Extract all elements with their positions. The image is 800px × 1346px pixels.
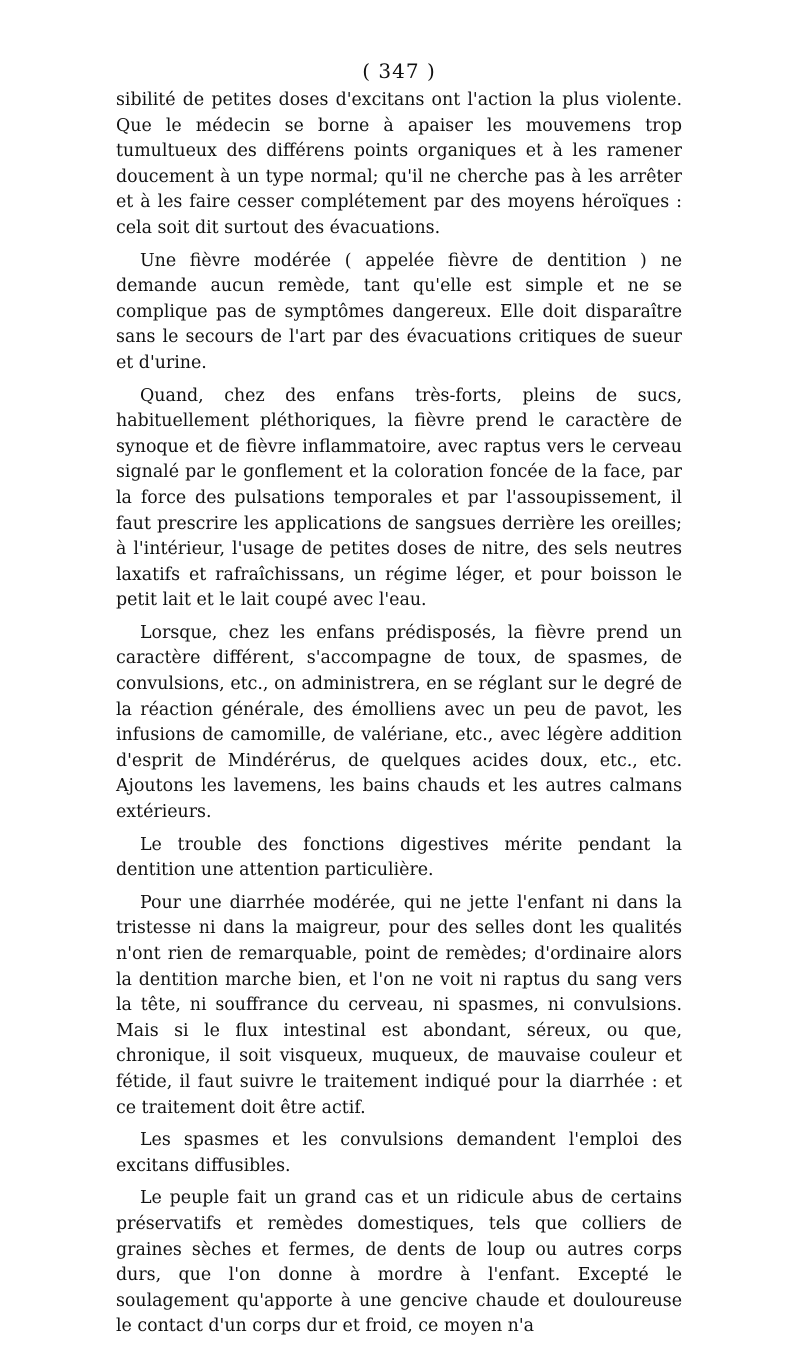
paragraph-8: Le peuple fait un grand cas et un ridicule abus de certains préservatifs et remèdes domestiques, tels que colliers de graines sèches et fermes, de dents de loup ou autres corps durs, que l'on donne à mordre à l'enfant. Excepté le soulagement qu'apporte à une gencive chaude et douloureuse le contact d'un corps dur et froid, ce moyen n'a	[116, 1188, 682, 1337]
paragraph-6: Pour une diarrhée modérée, qui ne jette l'enfant ni dans la tristesse ni dans la maigreur, pour des selles dont les qualités n'ont rien de remarquable, point de remèdes; d'ordinaire alors la dentition marche bien, et l'on ne voit ni raptus du sang vers la tête, ni souffrance du cerveau, ni spasmes, ni convulsions. Mais si le flux intestinal est abondant, séreux, ou que, chronique, il soit visqueux, muqueux, de mauvaise couleur et fétide, il faut suivre le traitement indiqué pour la diarrhée : et ce traitement doit être actif.	[116, 892, 682, 1118]
book-page	[116, 58, 682, 1346]
paragraph-1: sibilité de petites doses d'excitans ont l'action la plus violente. Que le médecin se borne à apaiser les mouvemens trop tumultueux des différens points organiques et à les ramener doucement à un type normal; qu'il ne cherche pas à les arrêter et à les faire cesser complétement par des moyens héroïques : cela soit dit surtout des évacuations.	[116, 90, 682, 238]
paragraph-7: Les spasmes et les convulsions demandent l'emploi des excitans diffusibles.	[116, 1130, 682, 1176]
paragraph-3: Quand, chez des enfans très-forts, pleins de sucs, habituellement pléthoriques, la fièvre prend le caractère de synoque et de fièvre inflammatoire, avec raptus vers le cerveau signalé par le gonflement et la coloration foncée de la face, par la force des pulsations temporales et par l'assoupissement, il faut prescrire les applications de sangsues derrière les oreilles; à l'intérieur, l'usage de petites doses de nitre, des sels neutres laxatifs et rafraîchissans, un régime léger, et pour boisson le petit lait et le lait coupé avec l'eau.	[116, 385, 682, 611]
paragraph-5: Le trouble des fonctions digestives mérite pendant la dentition une attention particulière.	[116, 834, 682, 881]
page-number: ( 347 )	[362, 59, 436, 83]
paragraph-2: Une fièvre modérée ( appelée fièvre de dentition ) ne demande aucun remède, tant qu'elle est simple et ne se complique pas de symptômes dangereux. Elle doit disparaître sans le secours de l'art par des évacuations critiques de sueur et d'urine.	[116, 250, 682, 373]
paragraph-4: Lorsque, chez les enfans prédisposés, la fièvre prend un caractère différent, s'accompagne de toux, de spasmes, de convulsions, etc., on administrera, en se réglant sur le degré de la réaction générale, des émolliens avec un peu de pavot, les infusions de camomille, de valériane, etc., avec légère addition d'esprit de Mindérérus, de quelques acides doux, etc., etc. Ajoutons les lavemens, les bains chauds et les autres calmans extérieurs.	[116, 622, 682, 823]
